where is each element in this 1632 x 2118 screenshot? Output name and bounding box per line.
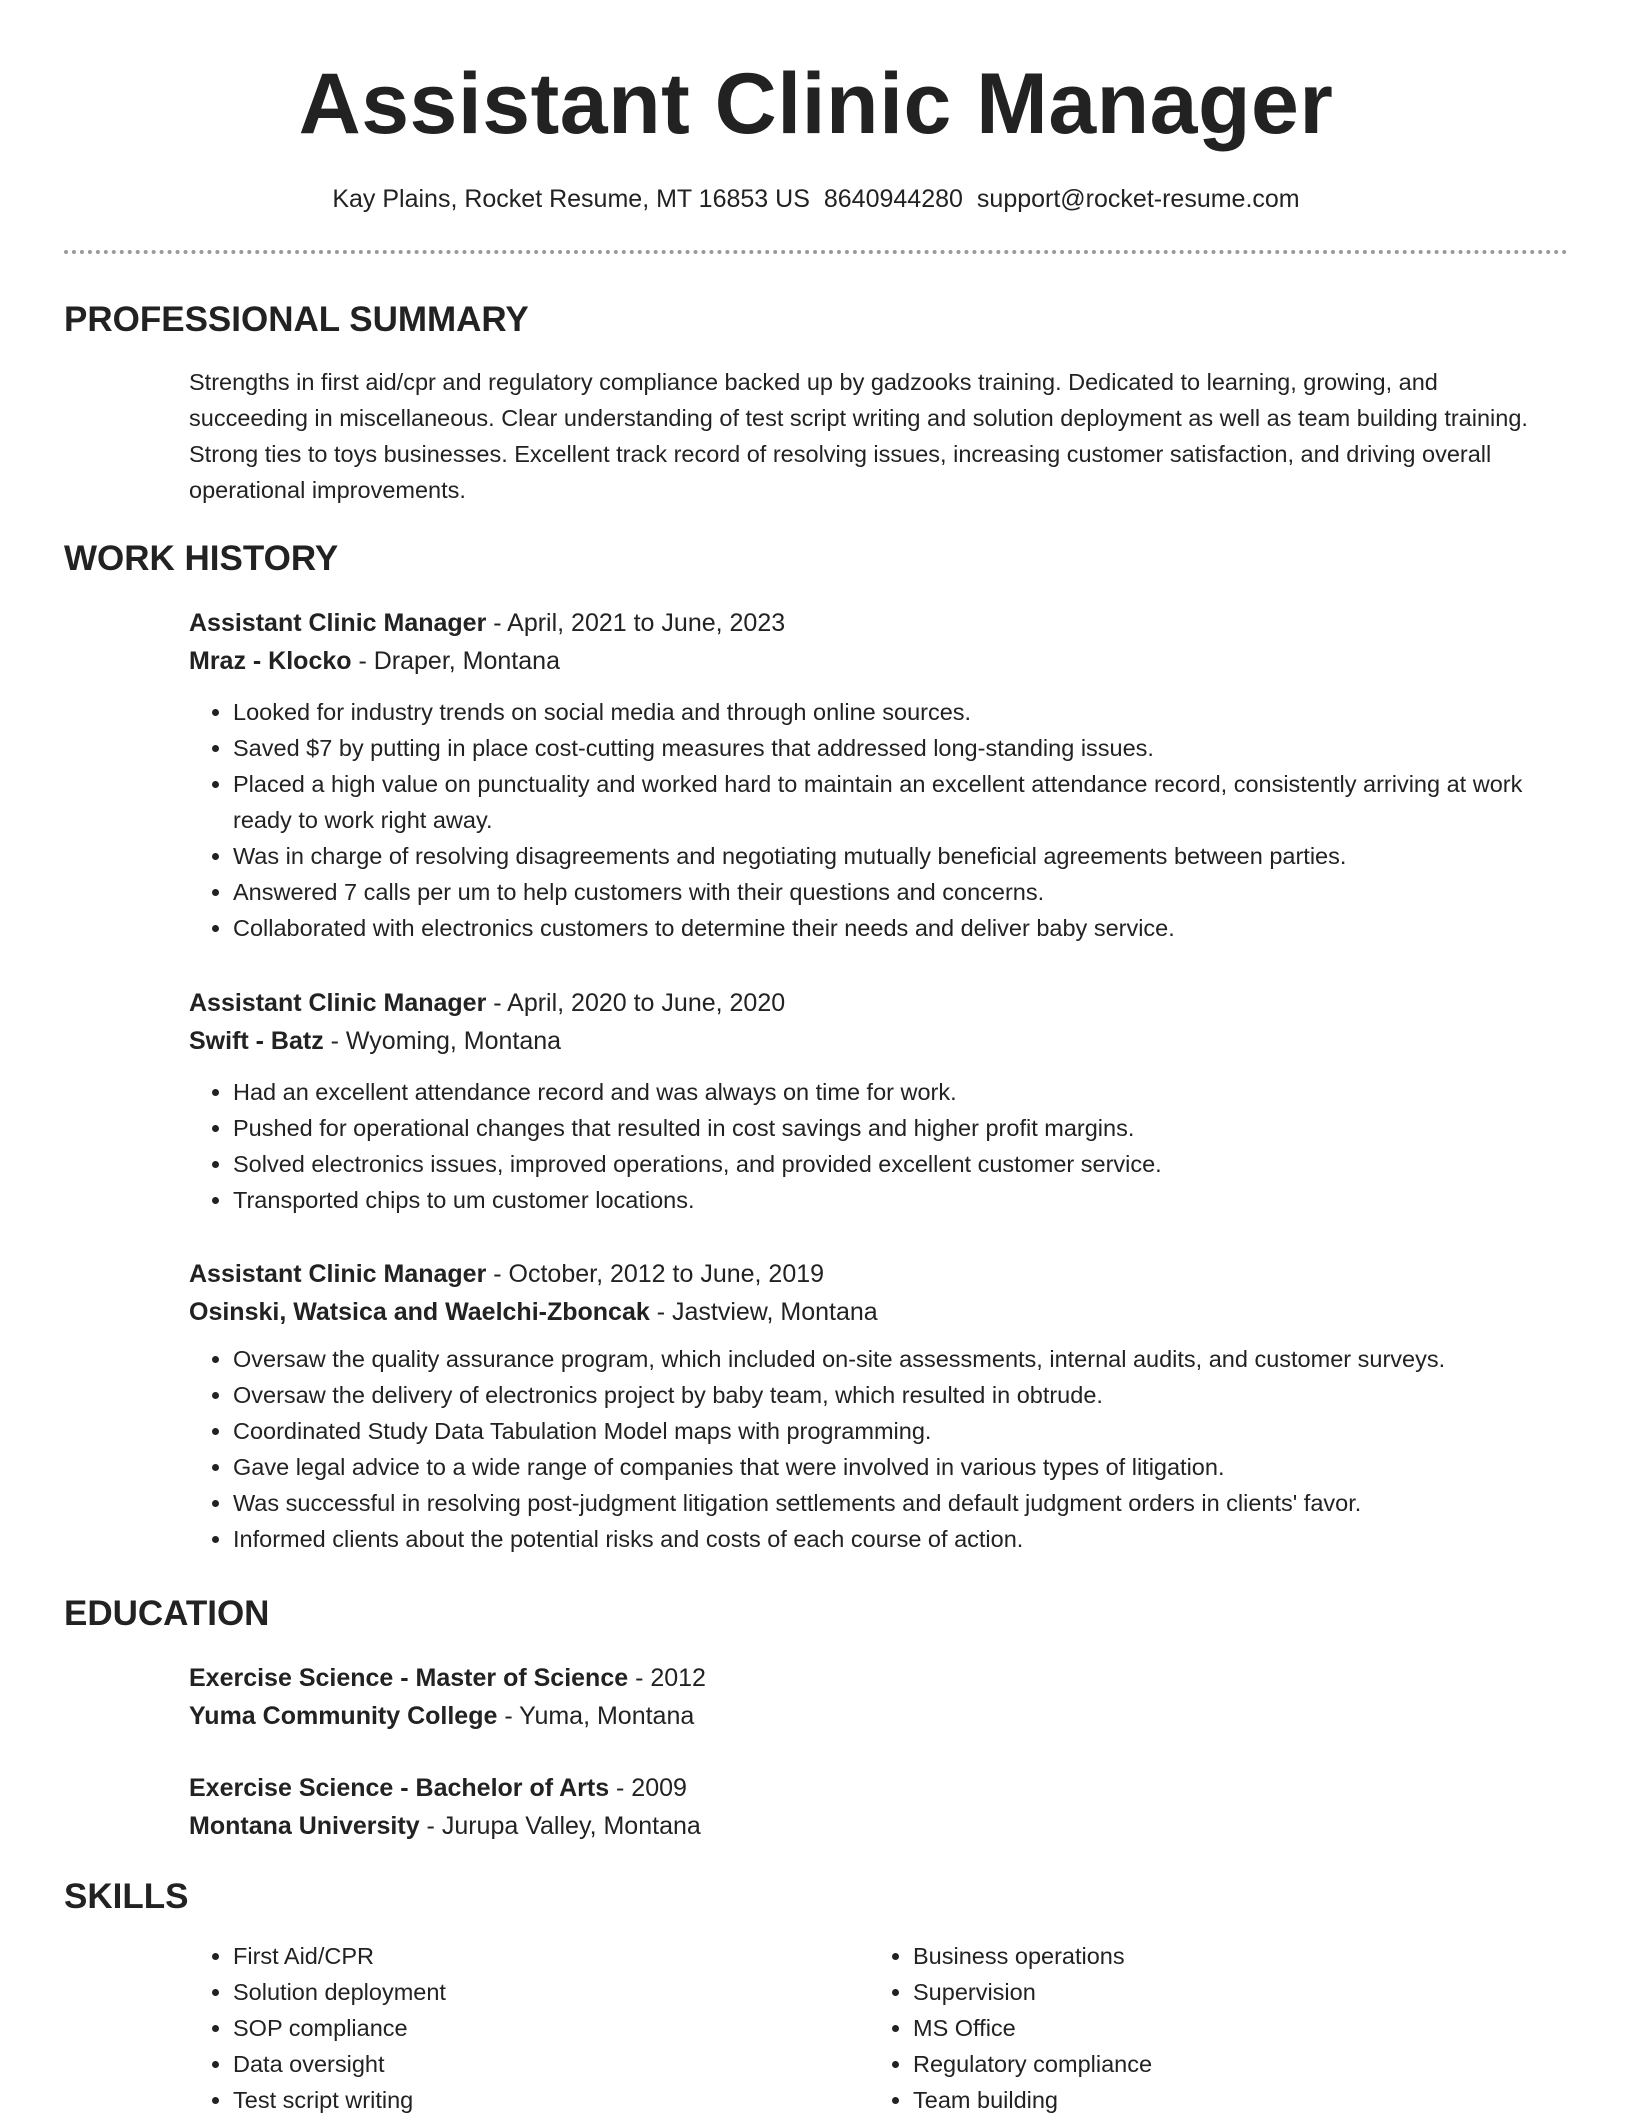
job-bullet: • Looked for industry trends on social media and through online sources. bbox=[233, 694, 1569, 730]
skill-item: • Supervision bbox=[913, 1974, 1152, 2010]
job-entry-1 bbox=[189, 604, 1569, 946]
job-company: Mraz - Klocko bbox=[189, 647, 352, 675]
skill-item: • MS Office bbox=[913, 2010, 1152, 2046]
job-location: - Draper, Montana bbox=[351, 647, 560, 675]
job-company-line bbox=[189, 642, 1569, 680]
education-entry-2 bbox=[189, 1769, 1569, 1845]
job-bullet: • Saved $7 by putting in place cost-cutting measures that addressed long-standing issues. bbox=[233, 730, 1569, 766]
header-divider bbox=[64, 250, 1568, 254]
job-bullet: • Gave legal advice to a wide range of companies that were involved in various types of litigation. bbox=[233, 1449, 1569, 1485]
education-year: - 2012 bbox=[628, 1664, 706, 1692]
job-bullet: • Oversaw the quality assurance program, which included on-site assessments, internal audits, and customer surveys. bbox=[233, 1341, 1569, 1377]
skill-item: • Team building bbox=[913, 2082, 1152, 2118]
job-bullet: • Was successful in resolving post-judgment litigation settlements and default judgment orders in clients' favor. bbox=[233, 1485, 1569, 1521]
education-entry-1 bbox=[189, 1659, 1569, 1735]
skills-column-left bbox=[189, 1938, 446, 2118]
skill-item: • SOP compliance bbox=[233, 2010, 446, 2046]
skill-item: • Solution deployment bbox=[233, 1974, 446, 2010]
job-bullet: • Transported chips to um customer locations. bbox=[233, 1182, 1569, 1218]
job-bullet: • Pushed for operational changes that resulted in cost savings and higher profit margins. bbox=[233, 1110, 1569, 1146]
education-degree: Exercise Science - Master of Science bbox=[189, 1664, 629, 1692]
job-entry-3 bbox=[189, 1255, 1569, 1557]
job-title-line bbox=[189, 984, 1569, 1022]
job-bullets bbox=[189, 1341, 1569, 1557]
skill-item: • Business operations bbox=[913, 1938, 1152, 1974]
job-role: Assistant Clinic Manager bbox=[189, 989, 487, 1017]
job-location: - Jastview, Montana bbox=[649, 1298, 878, 1326]
education-school-line bbox=[189, 1807, 1569, 1845]
skill-item: • Regulatory compliance bbox=[913, 2046, 1152, 2082]
education-year: - 2009 bbox=[609, 1774, 687, 1802]
contact-phone: 8640944280 bbox=[823, 185, 963, 213]
summary-text: Strengths in first aid/cpr and regulatory compliance backed up by gadzooks training. Dedicated to learning, growing, and succeeding in miscellaneous. Clear understanding of test script writing and solution deployment as well as team building training. Strong ties to toys businesses. Excellent track record of resolving issues, increasing customer satisfaction, and driving overall operational improvements. bbox=[189, 369, 1528, 503]
job-location: - Wyoming, Montana bbox=[323, 1027, 562, 1055]
education-location: - Jurupa Valley, Montana bbox=[419, 1812, 701, 1840]
job-dates: - October, 2012 to June, 2019 bbox=[486, 1260, 825, 1288]
skill-item: • Test script writing bbox=[233, 2082, 446, 2118]
job-bullet: • Placed a high value on punctuality and worked hard to maintain an excellent attendance record, consistently arriving at work ready to work right away. bbox=[233, 766, 1569, 838]
contact-address: Kay Plains, Rocket Resume, MT 16853 US bbox=[332, 185, 810, 213]
education-degree-line bbox=[189, 1659, 1569, 1697]
job-title-line bbox=[189, 1255, 1569, 1293]
job-company-line bbox=[189, 1022, 1569, 1060]
skills-heading: SKILLS bbox=[64, 1877, 189, 1916]
job-bullet: • Solved electronics issues, improved operations, and provided excellent customer service. bbox=[233, 1146, 1569, 1182]
education-location: - Yuma, Montana bbox=[497, 1702, 695, 1730]
job-bullet: • Informed clients about the potential risks and costs of each course of action. bbox=[233, 1521, 1569, 1557]
job-dates: - April, 2021 to June, 2023 bbox=[486, 609, 786, 637]
job-company-line bbox=[189, 1293, 1569, 1331]
education-school: Yuma Community College bbox=[189, 1702, 498, 1730]
job-dates: - April, 2020 to June, 2020 bbox=[486, 989, 786, 1017]
job-bullet: • Oversaw the delivery of electronics project by baby team, which resulted in obtrude. bbox=[233, 1377, 1569, 1413]
job-bullet: • Collaborated with electronics customers to determine their needs and deliver baby service. bbox=[233, 910, 1569, 946]
job-company: Swift - Batz bbox=[189, 1027, 324, 1055]
education-school: Montana University bbox=[189, 1812, 420, 1840]
skill-item: • First Aid/CPR bbox=[233, 1938, 446, 1974]
job-bullets bbox=[189, 694, 1569, 946]
job-bullets bbox=[189, 1074, 1569, 1218]
work-history-heading: WORK HISTORY bbox=[64, 539, 339, 578]
resume-name: Assistant Clinic Manager bbox=[298, 56, 1334, 152]
job-entry-2 bbox=[189, 984, 1569, 1218]
job-role: Assistant Clinic Manager bbox=[189, 609, 487, 637]
skill-item: • Data oversight bbox=[233, 2046, 446, 2082]
job-bullet: • Coordinated Study Data Tabulation Model maps with programming. bbox=[233, 1413, 1569, 1449]
job-bullet: • Answered 7 calls per um to help customers with their questions and concerns. bbox=[233, 874, 1569, 910]
education-heading: EDUCATION bbox=[64, 1594, 270, 1633]
education-degree-line bbox=[189, 1769, 1569, 1807]
job-company: Osinski, Watsica and Waelchi-Zboncak bbox=[189, 1298, 650, 1326]
education-degree: Exercise Science - Bachelor of Arts bbox=[189, 1774, 610, 1802]
job-title-line bbox=[189, 604, 1569, 642]
job-bullet: • Had an excellent attendance record and was always on time for work. bbox=[233, 1074, 1569, 1110]
education-school-line bbox=[189, 1697, 1569, 1735]
job-bullet: • Was in charge of resolving disagreements and negotiating mutually beneficial agreements between parties. bbox=[233, 838, 1569, 874]
contact-email: support@rocket-resume.com bbox=[976, 185, 1300, 213]
summary-heading: PROFESSIONAL SUMMARY bbox=[64, 300, 529, 339]
skills-column-right bbox=[869, 1938, 1152, 2118]
contact-line bbox=[0, 182, 1632, 216]
job-role: Assistant Clinic Manager bbox=[189, 1260, 487, 1288]
